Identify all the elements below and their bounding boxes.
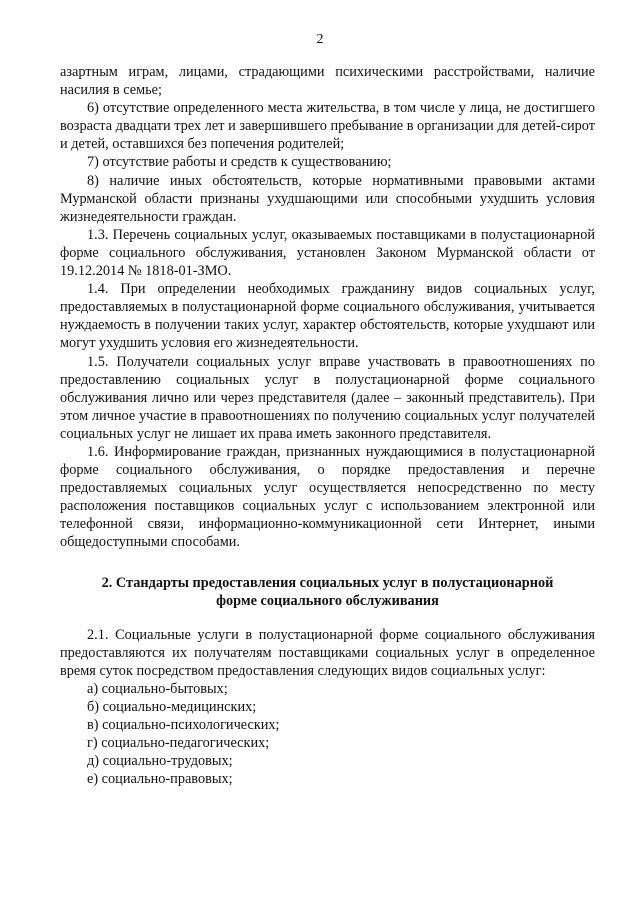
list-item: б) социально-медицинских; [87, 699, 257, 716]
intro-paragraph: 2.1. Социальные услуги в полустационарной форме социального обслуживания предоставляются их получателям поставщиками социальных услуг в определенное время суток посредством предоставления следующих видов социальных услуг: [60, 626, 595, 679]
list-item: е) социально-правовых; [87, 771, 233, 788]
paragraph: 1.3. Перечень социальных услуг, оказываемых поставщиками в полустационарной форме социального обслуживания, установлен Законом Мурманской области от 19.12.2014 № 1818-01-ЗМО. [60, 226, 595, 280]
section-heading-line-2: форме социального обслуживания [216, 592, 439, 609]
document-body [60, 63, 595, 789]
paragraph: 8) наличие иных обстоятельств, которые нормативными правовыми актами Мурманской области признаны ухудшающими или способными ухудшить условия жизнедеятельности граждан. [60, 172, 595, 225]
list-item: д) социально-трудовых; [87, 753, 233, 770]
list-item: в) социально-психологических; [87, 717, 280, 734]
spacer [60, 610, 595, 626]
paragraph: 6) отсутствие определенного места жительства, в том числе у лица, не достигшего возраста двадцати трех лет и завершившего пребывание в организации для детей-сирот и детей, оставшихся без попечения родителей; [60, 100, 595, 153]
paragraph: 1.5. Получатели социальных услуг вправе участвовать в правоотношениях по предоставлению социальных услуг в полустационарной форме социального обслуживания лично или через представителя (далее – законный представитель). При этом личное участие в правоотношениях по получению социальных услуг получателей социальных услуг не лишает их права иметь законного представителя. [60, 353, 595, 442]
paragraph: 1.6. Информирование граждан, признанных нуждающимися в полустационарной форме социального обслуживания, о порядке предоставления и перечне предоставляемых социальных услуг осуществляется непосредственно по месту расположения поставщиков социальных услуг с использованием электронной или телефонной связи, информационно-коммуникационной сети Интернет, иными общедоступными способами. [60, 443, 595, 551]
paragraph: азартным играм, лицами, страдающими психическими расстройствами, наличие насилия в семье; [60, 64, 595, 99]
spacer [60, 552, 595, 574]
list-item: а) социально-бытовых; [87, 681, 228, 697]
list-item: г) социально-педагогических; [87, 735, 270, 752]
paragraph: 1.4. При определении необходимых гражданину видов социальных услуг, предоставляемых в полустационарной форме социального обслуживания, учитывается нуждаемость в получении таких услуг, характер обстоятельств, которые ухудшают или могут ухудшить условия его жизнедеятельности. [60, 281, 595, 352]
page-number: 2 [316, 32, 324, 47]
paragraph: 7) отсутствие работы и средств к существованию; [87, 154, 392, 171]
section-heading-line-1: 2. Стандарты предоставления социальных услуг в полустационарной [101, 574, 554, 591]
